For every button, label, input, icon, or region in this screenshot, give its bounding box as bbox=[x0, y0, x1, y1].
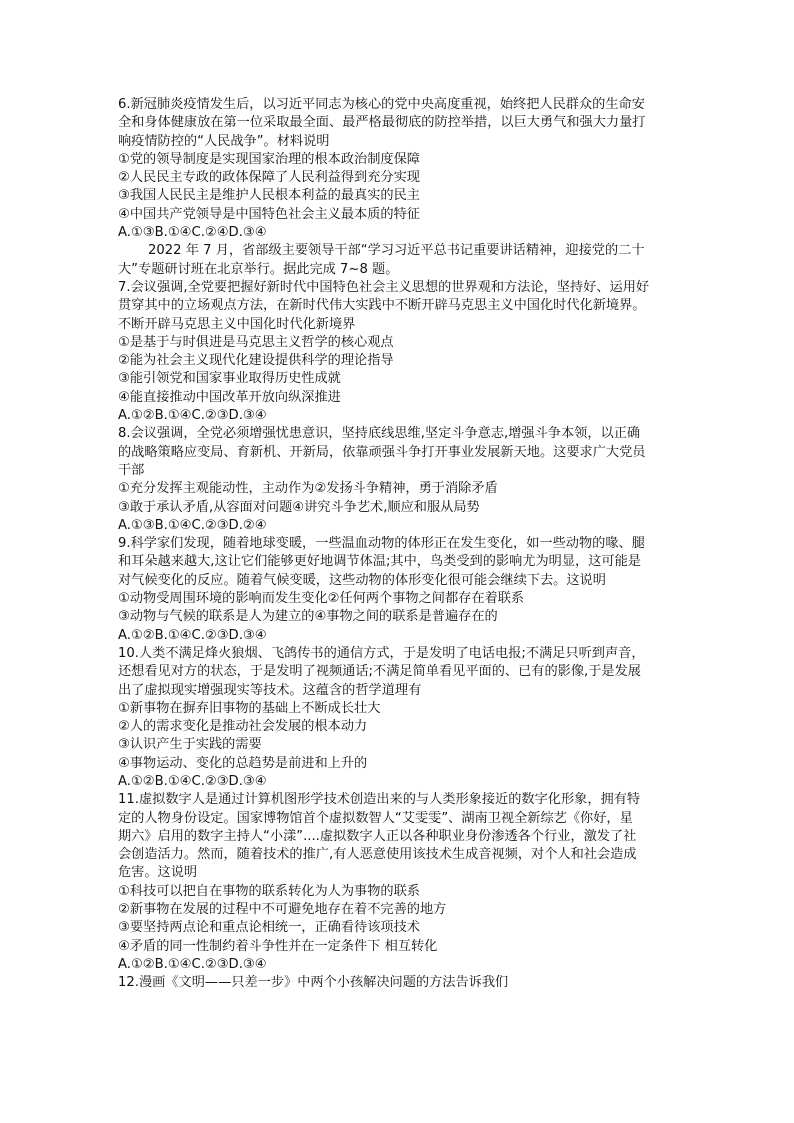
question-12 bbox=[118, 974, 678, 992]
question-stem-line: 出了虚拟现实增强现实等技术。这蕴含的哲学道理有 bbox=[118, 682, 422, 698]
question-11 bbox=[118, 791, 678, 974]
option-item: ③动物与气候的联系是人为建立的④事物之间的联系是普遍存在的 bbox=[118, 609, 498, 625]
option-item: ①动物受周围环境的影响而发生变化②任何两个事物之间都存在着联系 bbox=[118, 591, 525, 607]
material-intro bbox=[118, 242, 678, 279]
option-item: ④能直接推动中国改革开放向纵深推进 bbox=[118, 389, 341, 405]
question-stem-line: 12.漫画《文明——只差一步》中两个小孩解决问题的方法告诉我们 bbox=[118, 975, 509, 991]
question-stem-line: 11.虚拟数字人是通过计算机图形学技术创造出来的与人类形象接近的数字化形象，拥有特 bbox=[118, 792, 641, 808]
intro-line: 2022 年 7 月，省部级主要领导干部“学习习近平总书记重要讲话精神，迎接党的二十 bbox=[148, 243, 645, 259]
question-6 bbox=[118, 96, 678, 242]
option-item: ③要坚持两点论和重点论相统一，正确看待该项技术 bbox=[118, 920, 420, 936]
question-stem-line: 会创造活力。然而，随着技术的推广,有人恶意使用该技术生成音视频，对个人和社会造成 bbox=[118, 847, 637, 863]
question-stem-line: 对气候变化的反应。随着气候变暖，这些动物的体形变化很可能会继续下去。这说明 bbox=[118, 572, 606, 588]
question-stem-line: 8.会议强调，全党必须增强忧患意识，坚持底线思维,坚定斗争意志,增强斗争本领，以正确 bbox=[118, 426, 641, 442]
option-item: ②能为社会主义现代化建设提供科学的理论指导 bbox=[118, 353, 394, 369]
option-item: ①充分发挥主观能动性，主动作为②发扬斗争精神，勇于消除矛盾 bbox=[118, 481, 498, 497]
question-stem-line: 10.人类不满足烽火狼烟、飞鸽传书的通信方式，于是发明了电话电报;不满足只听到声音， bbox=[118, 645, 645, 661]
question-stem-line: 期六》启用的数字主持人“小漾”....虚拟数字人正以各种职业身份渗透各个行业，激发了社 bbox=[118, 828, 637, 844]
option-item: ④中国共产党领导是中国特色社会主义最本质的特征 bbox=[118, 206, 420, 222]
option-item: ③我国人民民主是维护人民根本利益的最真实的民主 bbox=[118, 188, 420, 204]
question-stem-line: 还想看见对方的状态，于是发明了视频通话;不满足简单看见平面的、已有的影像,于是发展 bbox=[118, 664, 641, 680]
option-item: ④事物运动、变化的总趋势是前进和上升的 bbox=[118, 755, 368, 771]
option-item: ②新事物在发展的过程中不可避免地存在着不完善的地方 bbox=[118, 902, 447, 918]
question-9 bbox=[118, 535, 678, 645]
question-stem-line: 危害。这说明 bbox=[118, 865, 198, 881]
question-stem-line: 定的人物身份设定。国家博物馆首个虚拟数智人“艾雯雯”、湖南卫视全新综艺《你好，星 bbox=[118, 810, 633, 826]
option-item: ②人民民主专政的政体保障了人民利益得到充分实现 bbox=[118, 170, 420, 186]
answer-choices: A.①③B.①④C.②④D.③④ bbox=[118, 225, 267, 241]
exam-page bbox=[118, 96, 678, 993]
question-7 bbox=[118, 279, 678, 425]
intro-line: 大”专题研讨班在北京举行。据此完成 7~8 题。 bbox=[118, 261, 399, 277]
answer-choices: A.①②B.①④C.②③D.③④ bbox=[118, 627, 267, 643]
option-item: ①科技可以把自在事物的联系转化为人为事物的联系 bbox=[118, 883, 420, 899]
question-stem-line: 6.新冠肺炎疫情发生后，以习近平同志为核心的党中央高度重视，始终把人民群众的生命安 bbox=[118, 97, 645, 112]
option-item: ③能引领党和国家事业取得历史性成就 bbox=[118, 371, 341, 387]
answer-choices: A.①②B.①④C.②③D.③④ bbox=[118, 956, 267, 972]
answer-choices: A.①②B.①④C.②③D.③④ bbox=[118, 773, 267, 789]
question-stem-line: 响疫情防控的“人民战争”。材料说明 bbox=[118, 133, 330, 149]
option-item: ①是基于与时俱进是马克思主义哲学的核心观点 bbox=[118, 334, 394, 350]
question-stem-line: 和耳朵越来越大,这让它们能够更好地调节体温;其中，鸟类受到的影响尤为明显，这可能是 bbox=[118, 554, 641, 570]
option-item: ②人的需求变化是推动社会发展的根本动力 bbox=[118, 719, 368, 735]
question-stem-line: 9.科学家们发现，随着地球变暖，一些温血动物的体形正在发生变化，如一些动物的喙、腿 bbox=[118, 536, 645, 552]
question-stem-line: 不断开辟马克思主义中国化时代化新境界 bbox=[118, 316, 356, 332]
question-stem-line: 贯穿其中的立场观点方法，在新时代伟大实践中不断开辟马克思主义中国化时代化新境界。 bbox=[118, 298, 646, 314]
option-item: ③敢于承认矛盾,从容面对问题④讲究斗争艺术,顺应和服从局势 bbox=[118, 499, 480, 515]
option-item: ①新事物在摒弃旧事物的基础上不断成长壮大 bbox=[118, 700, 381, 716]
option-item: ③认识产生于实践的需要 bbox=[118, 737, 262, 753]
option-item: ④矛盾的同一性制约着斗争性并在一定条件下 相互转化 bbox=[118, 938, 438, 954]
question-stem-line: 干部 bbox=[118, 462, 145, 478]
question-stem-line: 7.会议强调,全党要把握好新时代中国特色社会主义思想的世界观和方法论，坚持好、运用好 bbox=[118, 279, 650, 295]
answer-choices: A.①③B.①④C.②③D.②④ bbox=[118, 517, 267, 533]
question-stem-line: 全和身体健康放在第一位采取最全面、最严格最彻底的防控举措，以巨大勇气和强大力量打 bbox=[118, 115, 646, 131]
question-stem-line: 的战略策略应变局、育新机、开新局，依靠顽强斗争打开事业发展新天地。这要求广大党员 bbox=[118, 444, 646, 460]
answer-choices: A.①②B.①④C.②③D.③④ bbox=[118, 408, 267, 424]
question-8 bbox=[118, 425, 678, 535]
question-10 bbox=[118, 645, 678, 791]
option-item: ①党的领导制度是实现国家治理的根本政治制度保障 bbox=[118, 151, 420, 167]
